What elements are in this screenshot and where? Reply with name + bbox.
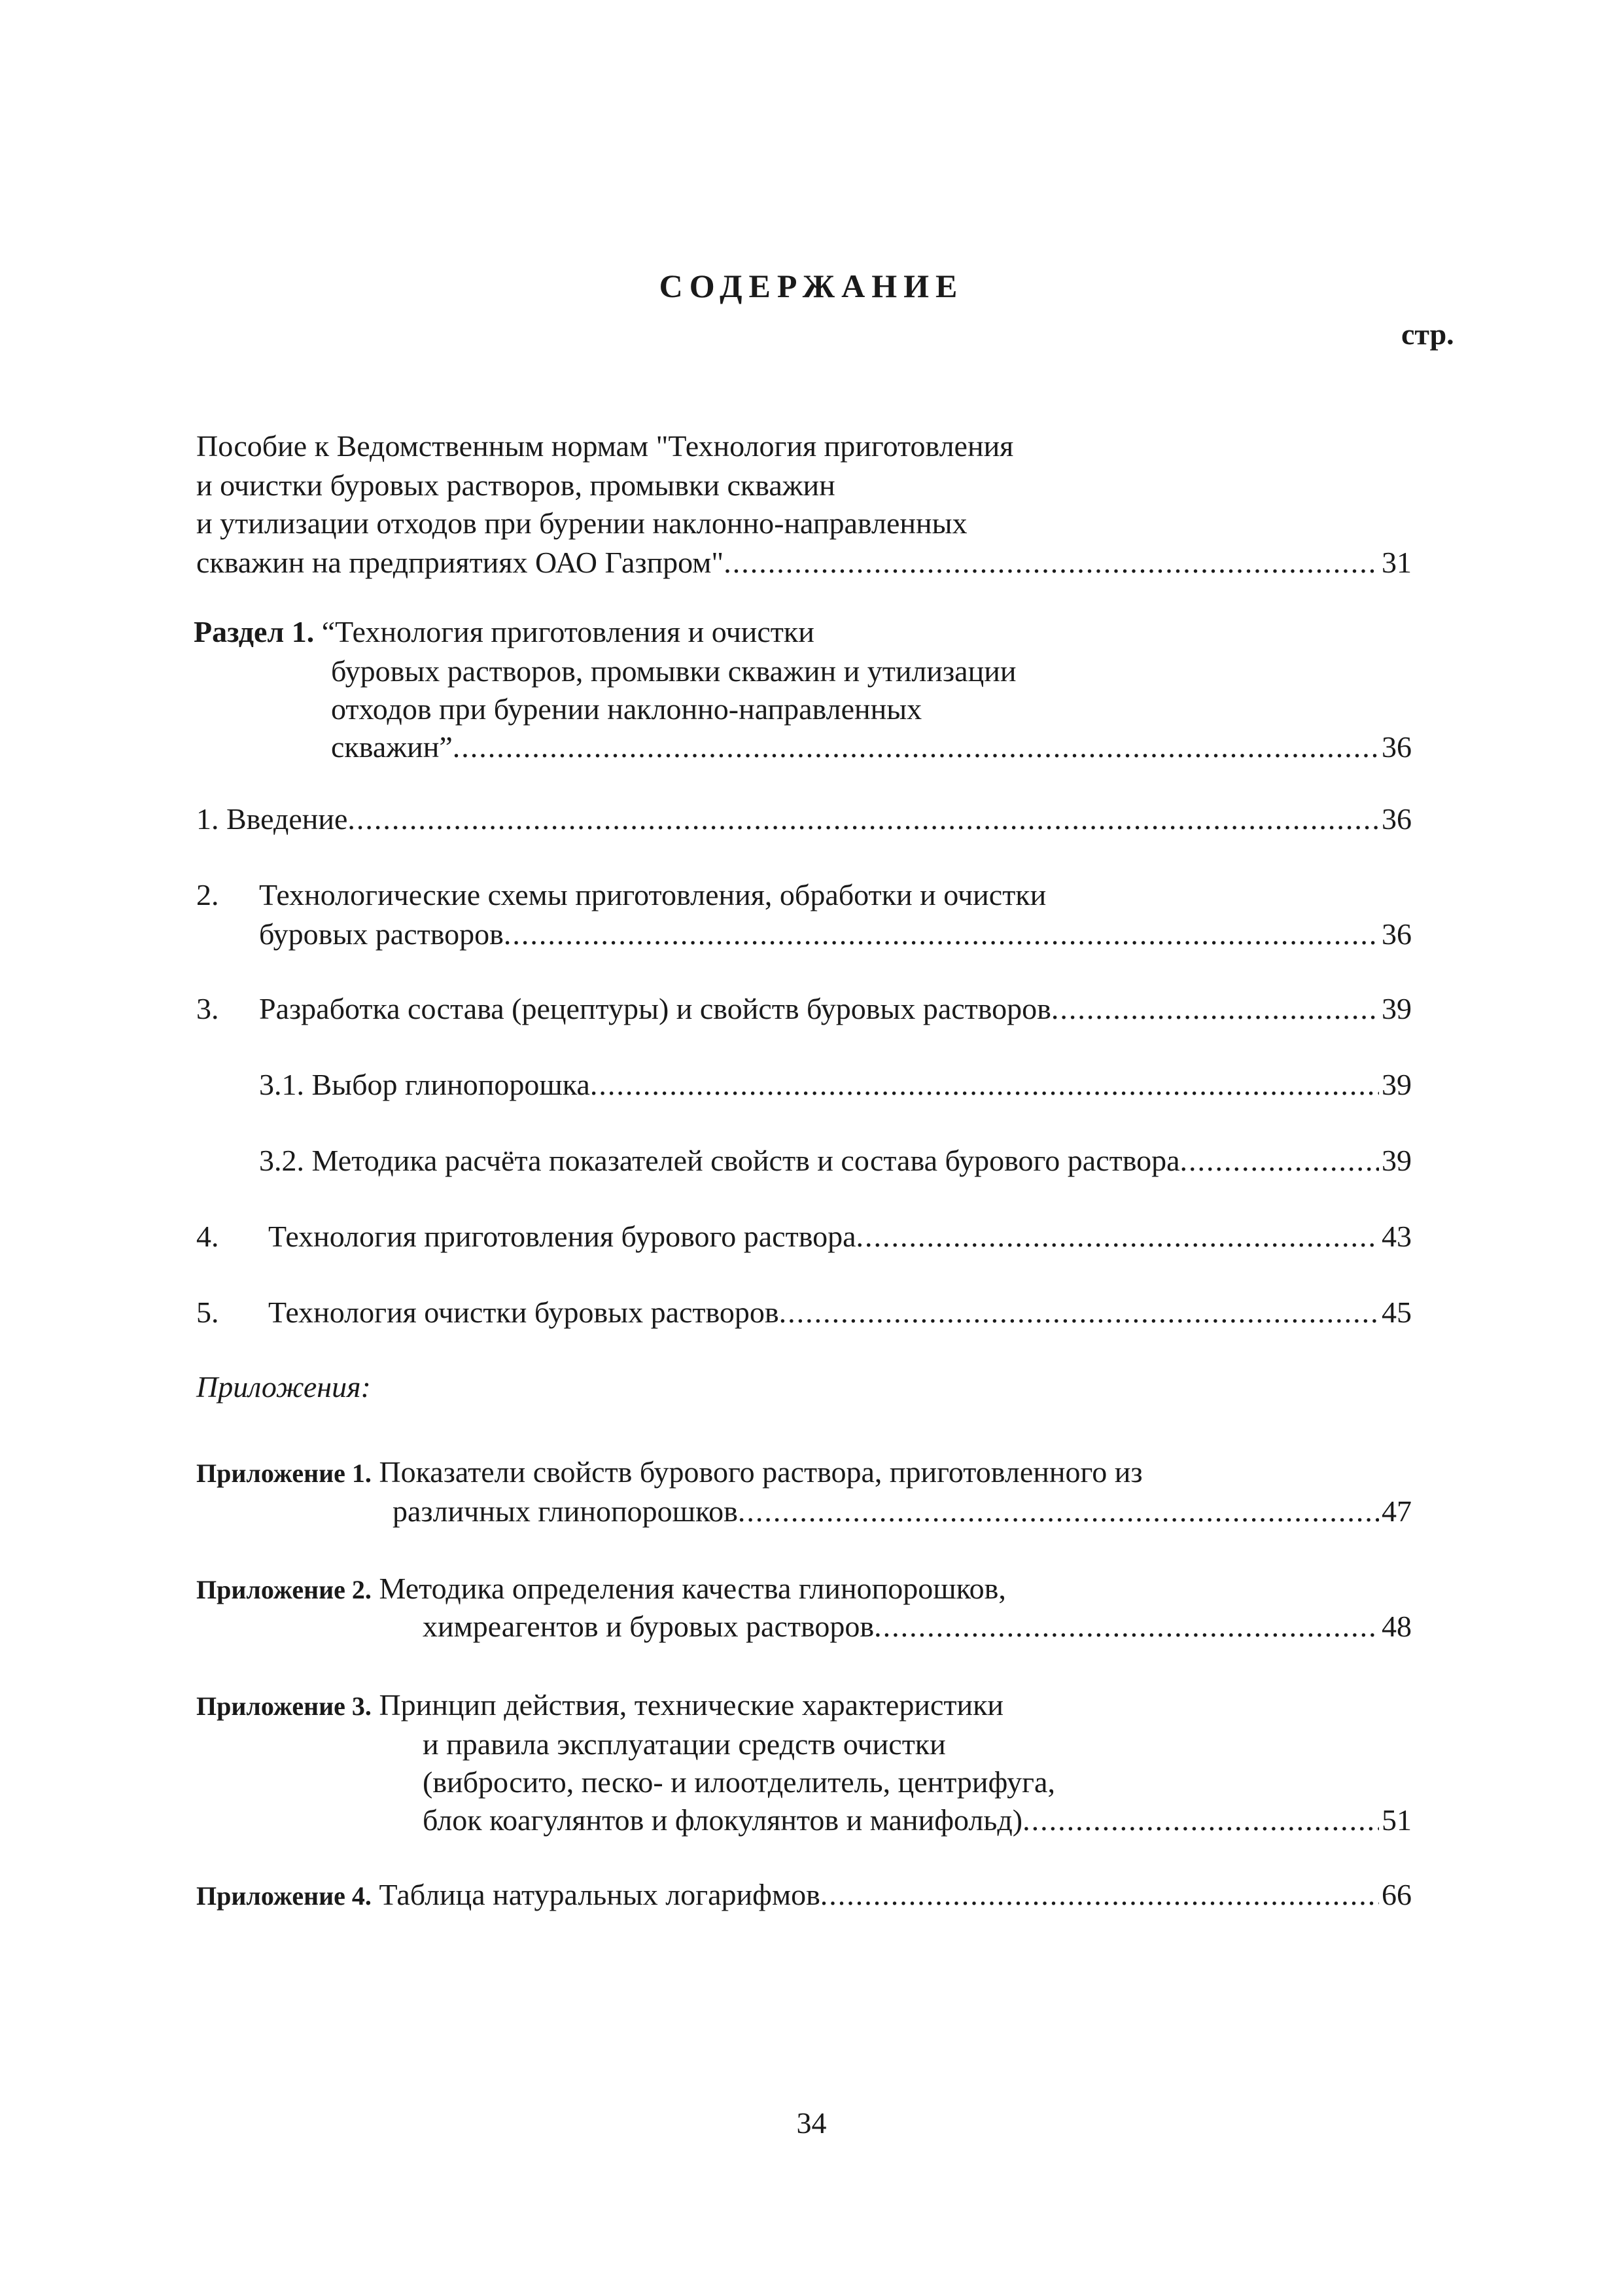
page-column-label: стр. bbox=[1401, 317, 1454, 351]
toc-entry-appendix-2[interactable] bbox=[423, 1607, 1412, 1646]
appendix-line bbox=[196, 1686, 1003, 1726]
toc-entry-appendix-4[interactable] bbox=[196, 1875, 1412, 1916]
dot-leader bbox=[1180, 1141, 1379, 1180]
toc-entry-5[interactable] bbox=[268, 1293, 1412, 1332]
entry-page: 39 bbox=[1382, 992, 1412, 1025]
entry-page: 36 bbox=[1382, 917, 1412, 951]
entry-title: Введение bbox=[226, 802, 348, 836]
dot-leader bbox=[1051, 989, 1379, 1029]
toc-entry-preface[interactable] bbox=[196, 543, 1412, 582]
dot-leader bbox=[347, 800, 1379, 839]
section-title-line: отходов при бурении наклонно-направленных bbox=[331, 692, 922, 726]
dot-leader bbox=[874, 1607, 1379, 1646]
preface-line: и очистки буровых растворов, промывки скважин bbox=[196, 468, 835, 502]
entry-page: 39 bbox=[1382, 1068, 1412, 1101]
page-title: СОДЕРЖАНИЕ bbox=[659, 268, 964, 304]
entry-page: 51 bbox=[1382, 1803, 1412, 1837]
entry-number: 2. bbox=[196, 878, 219, 911]
dot-leader bbox=[820, 1875, 1379, 1915]
appendix-label: Приложение 3. bbox=[196, 1691, 372, 1721]
entry-page: 36 bbox=[1382, 730, 1412, 764]
appendices-heading: Приложения: bbox=[196, 1370, 371, 1404]
dot-leader bbox=[738, 1492, 1379, 1531]
toc-entry-appendix-1[interactable] bbox=[393, 1492, 1412, 1531]
section-line bbox=[194, 612, 814, 652]
page-number: 34 bbox=[796, 2106, 827, 2140]
entry-title: скважин на предприятиях ОАО Газпром" bbox=[196, 546, 724, 579]
appendix-label: Приложение 2. bbox=[196, 1575, 372, 1604]
section-label: Раздел 1. bbox=[194, 615, 315, 648]
appendix-label: Приложение 1. bbox=[196, 1458, 372, 1488]
appendix-title-line: (вибросито, песко- и илоотделитель, центрифуга, bbox=[423, 1765, 1055, 1799]
section-title-line: буровых растворов, промывки скважин и утилизации bbox=[331, 654, 1017, 688]
toc-entry-4[interactable] bbox=[268, 1217, 1412, 1256]
entry-title: Таблица натуральных логарифмов bbox=[379, 1878, 820, 1911]
appendix-label: Приложение 4. bbox=[196, 1881, 372, 1911]
entry-title: Технология приготовления бурового раствора bbox=[268, 1220, 856, 1253]
entry-number: 4. bbox=[196, 1220, 219, 1253]
dot-leader bbox=[590, 1065, 1379, 1104]
entry-page: 43 bbox=[1382, 1220, 1412, 1253]
entry-title: блок коагулянтов и флокулянтов и манифольд) bbox=[423, 1803, 1023, 1837]
toc-entry-appendix-3[interactable] bbox=[423, 1801, 1412, 1840]
entry-title: различных глинопорошков bbox=[393, 1494, 738, 1528]
entry-number: 3. bbox=[196, 992, 219, 1025]
dot-leader bbox=[779, 1293, 1379, 1332]
entry-title: буровых растворов bbox=[259, 917, 504, 951]
toc-entry-3-1[interactable] bbox=[259, 1065, 1412, 1104]
appendix-title-line: Методика определения качества глинопорошков, bbox=[379, 1572, 1006, 1605]
appendix-title-line: Принцип действия, технические характеристики bbox=[379, 1688, 1004, 1722]
dot-leader bbox=[453, 728, 1379, 767]
toc-entry-2[interactable] bbox=[259, 915, 1412, 954]
preface-line: Пособие к Ведомственным нормам "Технология приготовления bbox=[196, 429, 1014, 463]
entry-title: 3.2. Методика расчёта показателей свойств и состава бурового раствора bbox=[259, 1144, 1180, 1177]
entry-page: 31 bbox=[1382, 546, 1412, 579]
entry-page: 66 bbox=[1382, 1878, 1412, 1911]
entry-number: 5. bbox=[196, 1296, 219, 1329]
toc-entry-3[interactable] bbox=[259, 989, 1412, 1029]
dot-leader bbox=[856, 1217, 1379, 1256]
section-title-line: “Технология приготовления и очистки bbox=[321, 615, 814, 648]
appendix-line bbox=[196, 1569, 1006, 1610]
dot-leader bbox=[724, 543, 1379, 582]
toc-entry-1[interactable] bbox=[196, 800, 1412, 839]
entry-number: 1. bbox=[196, 802, 219, 836]
entry-title: скважин” bbox=[331, 730, 453, 764]
toc-entry-section-1[interactable] bbox=[331, 728, 1412, 767]
entry-page: 45 bbox=[1382, 1296, 1412, 1329]
dot-leader bbox=[504, 915, 1379, 954]
entry-title-line: Технологические схемы приготовления, обработки и очистки bbox=[259, 878, 1047, 911]
entry-title: Технология очистки буровых растворов bbox=[268, 1296, 779, 1329]
appendix-title-line: Показатели свойств бурового раствора, приготовленного из bbox=[379, 1455, 1143, 1489]
entry-page: 48 bbox=[1382, 1610, 1412, 1643]
toc-entry-3-2[interactable] bbox=[259, 1141, 1412, 1180]
appendix-title-line: и правила эксплуатации средств очистки bbox=[423, 1727, 946, 1761]
appendix-line bbox=[196, 1453, 1143, 1493]
entry-title: Разработка состава (рецептуры) и свойств буровых растворов bbox=[259, 992, 1051, 1025]
entry-page: 36 bbox=[1382, 802, 1412, 836]
entry-title: химреагентов и буровых растворов bbox=[423, 1610, 875, 1643]
dot-leader bbox=[1022, 1801, 1379, 1840]
preface-line: и утилизации отходов при бурении наклонно-направленных bbox=[196, 506, 968, 540]
entry-page: 47 bbox=[1382, 1494, 1412, 1528]
entry-title: 3.1. Выбор глинопорошка bbox=[259, 1068, 590, 1101]
entry-page: 39 bbox=[1382, 1144, 1412, 1177]
